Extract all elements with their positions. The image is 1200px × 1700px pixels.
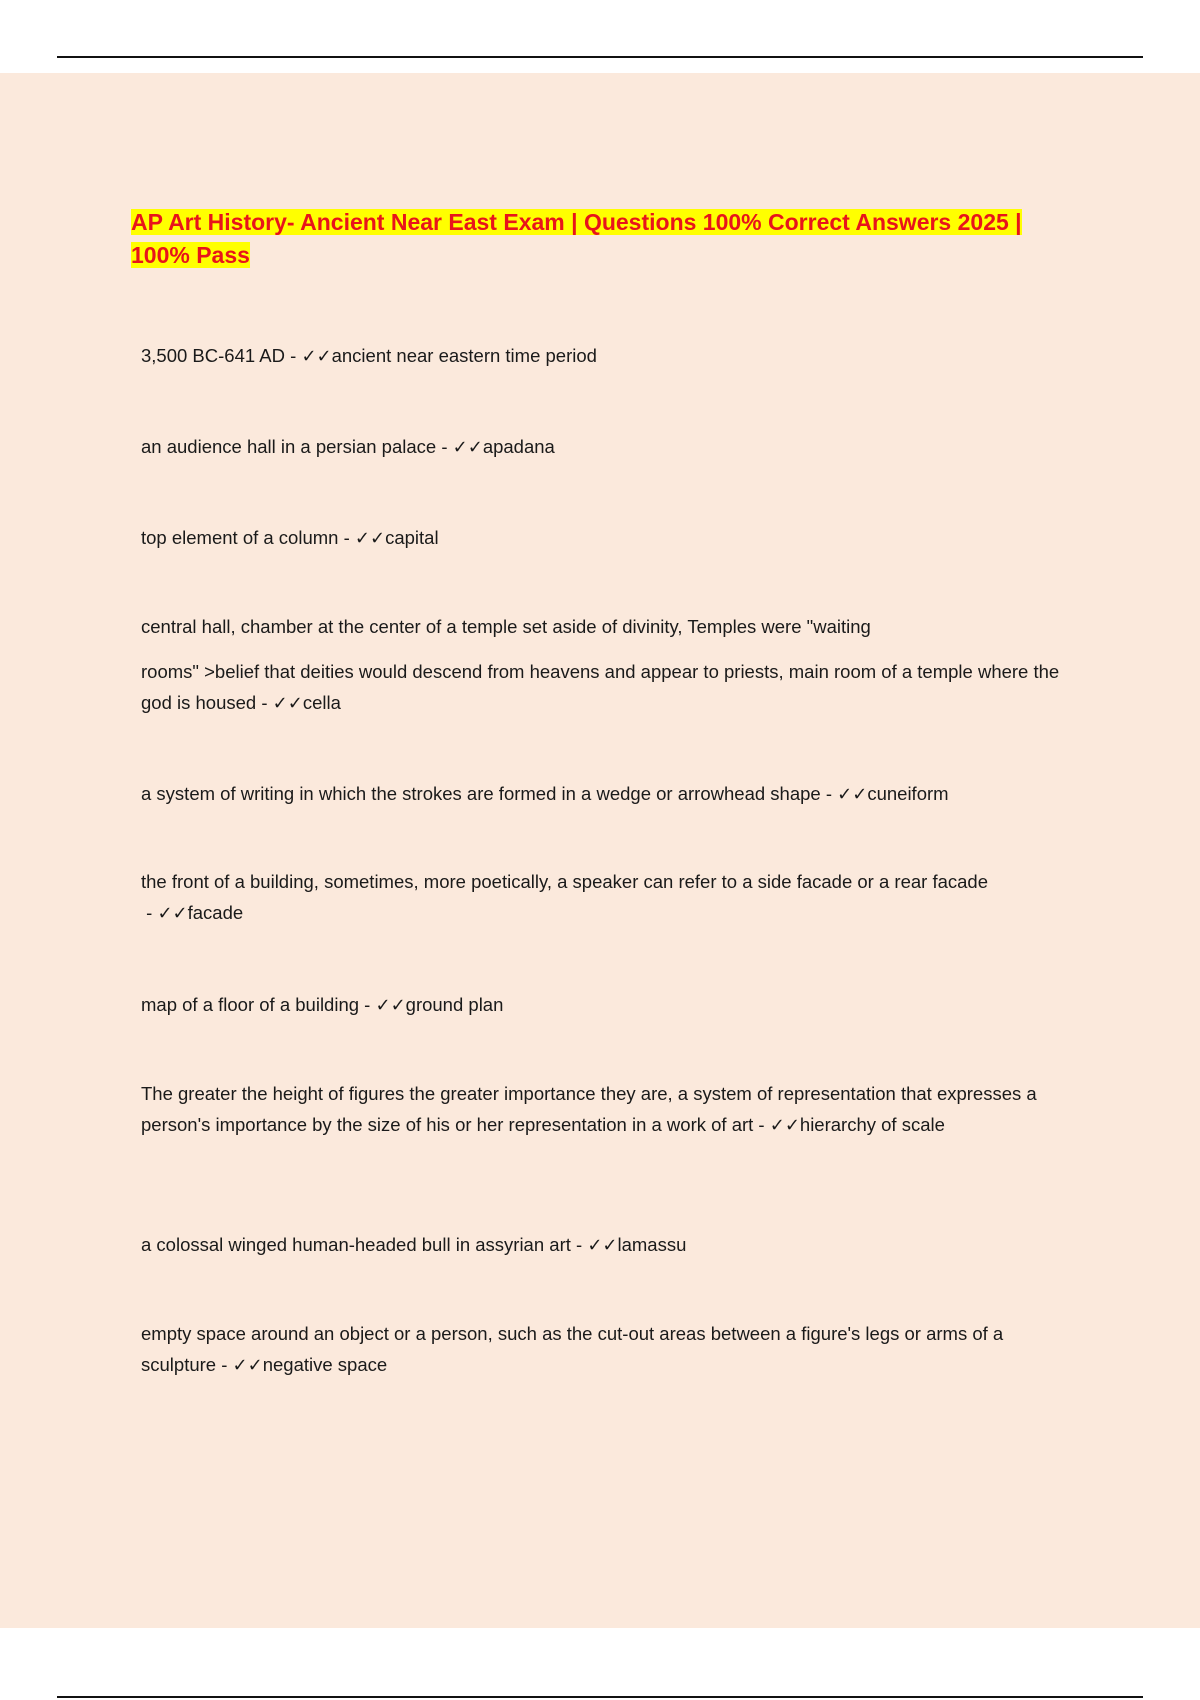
- check-mark-icon: ✓✓: [587, 1235, 618, 1256]
- qa-term: map of a floor of a building: [141, 994, 360, 1015]
- check-mark-icon: ✓✓: [375, 995, 406, 1016]
- qa-definition: capital: [385, 527, 439, 548]
- check-mark-icon: ✓✓: [272, 693, 303, 714]
- qa-term: the front of a building, sometimes, more poetically, a speaker can refer to a side facade or a rear facade: [141, 871, 988, 892]
- qa-definition: apadana: [482, 436, 555, 457]
- title-highlight: AP Art History- Ancient Near East Exam | Questions 100% Correct Answers 2025 | 100% Pass: [131, 209, 1022, 268]
- qa-definition: cella: [302, 692, 341, 713]
- qa-separator: -: [284, 345, 302, 366]
- qa-item-8: [141, 1078, 1061, 1141]
- qa-term-line1: central hall, chamber at the center of a temple set aside of divinity, Temples were "waiting: [141, 616, 871, 637]
- check-mark-icon: ✓✓: [769, 1115, 800, 1136]
- qa-item-3: [141, 522, 1061, 554]
- qa-definition: negative space: [262, 1354, 388, 1375]
- qa-item-1: [141, 340, 1061, 372]
- qa-separator: -: [753, 1114, 770, 1135]
- top-rule: [57, 56, 1143, 58]
- qa-definition: ground plan: [405, 994, 504, 1015]
- check-mark-icon: ✓✓: [301, 346, 332, 367]
- check-mark-icon: ✓✓: [452, 437, 483, 458]
- qa-separator: -: [216, 1354, 233, 1375]
- qa-item-2: [141, 431, 1061, 463]
- qa-term: an audience hall in a persian palace: [141, 436, 437, 457]
- check-mark-icon: ✓✓: [354, 528, 386, 549]
- qa-term: 3,500 BC-641 AD: [141, 345, 285, 366]
- qa-item-7: [141, 989, 1061, 1021]
- qa-definition: hierarchy of scale: [799, 1114, 945, 1135]
- qa-item-5: [141, 778, 1061, 810]
- qa-separator: -: [359, 994, 376, 1015]
- qa-term: a system of writing in which the strokes are formed in a wedge or arrowhead shape: [141, 783, 821, 804]
- qa-separator: -: [141, 902, 158, 923]
- qa-definition: ancient near eastern time period: [331, 345, 597, 366]
- document-title: [131, 206, 1071, 272]
- qa-definition: facade: [187, 902, 244, 923]
- qa-item-6: [141, 866, 1061, 929]
- check-mark-icon: ✓✓: [157, 903, 188, 924]
- qa-term: rooms" >belief that deities would descend from heavens and appear to priests, main room of a temple where the god is housed: [141, 661, 1060, 713]
- qa-term: a colossal winged human-headed bull in assyrian art: [141, 1234, 571, 1255]
- qa-separator: -: [436, 436, 453, 457]
- qa-item-9: [141, 1229, 1061, 1261]
- document-page: [0, 73, 1200, 1628]
- qa-definition: lamassu: [617, 1234, 687, 1255]
- qa-separator: -: [338, 527, 355, 548]
- qa-term-continued: [141, 656, 1061, 719]
- qa-term: The greater the height of figures the greater importance they are, a system of representation that expresses a person's importance by the size of his or her representation in a work of art: [141, 1083, 1037, 1135]
- bottom-rule: [57, 1696, 1143, 1698]
- qa-separator: -: [570, 1234, 588, 1255]
- qa-item-4: [141, 611, 1061, 719]
- qa-item-10: [141, 1318, 1061, 1381]
- qa-term: empty space around an object or a person, such as the cut-out areas between a figure's legs or arms of a sculpture: [141, 1323, 1004, 1375]
- qa-separator: -: [820, 783, 838, 804]
- qa-separator: -: [256, 692, 273, 713]
- check-mark-icon: ✓✓: [232, 1355, 263, 1376]
- qa-term: top element of a column: [141, 527, 339, 548]
- qa-definition: cuneiform: [867, 783, 949, 804]
- check-mark-icon: ✓✓: [837, 784, 868, 805]
